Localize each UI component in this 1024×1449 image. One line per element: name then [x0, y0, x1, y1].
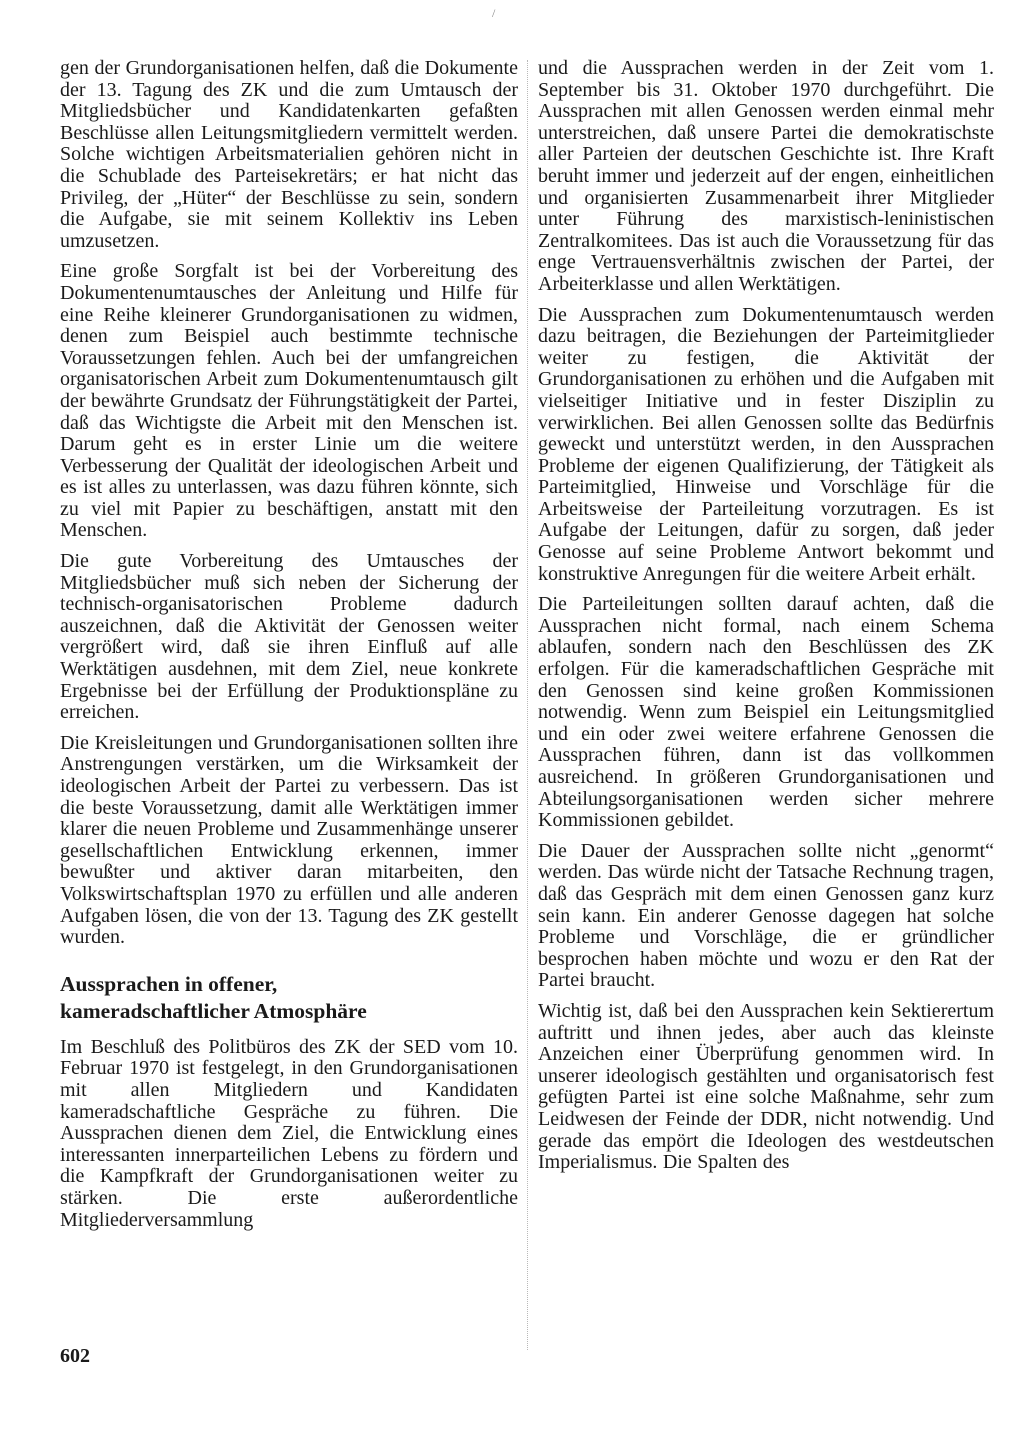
right-paragraph-3: Die Parteileitungen sollten darauf achten, daß die Aussprachen nicht formal, nach einem Schema ablaufen, sondern nach den Beschlüssen des ZK erfolgen. Für die kameradschaftlichen Gespräche mit den Genossen sind keine großen Kommissionen notwendig. Wenn zum Beispiel ein Leitungsmitglied und ein oder zwei weitere erfahrene Genossen die Aussprachen führen, dann ist das vollkommen ausreichend. In größeren Grundorganisationen und Abteilungsorganisationen werden sicher mehrere Kommissionen gebildet. — [538, 593, 994, 832]
left-paragraph-1: gen der Grundorganisationen helfen, daß die Dokumente der 13. Tagung des ZK und die zum Umtausch der Mitgliedsbücher und Kandidatenkarten gefaßten Beschlüsse allen Leitungsmitgliedern vermittelt werden. Solche wichtigen Arbeitsmaterialien gehören nicht in die Schublade des Parteisekretärs; er hat nicht das Privileg, der „Hüter“ der Beschlüsse zu sein, sondern die Aufgabe, sie mit seinem Kollektiv ins Leben umzusetzen. — [60, 57, 518, 252]
left-paragraph-3: Die gute Vorbereitung des Umtausches der Mitgliedsbücher muß sich neben der Sicherung der technisch-organisatorischen Probleme dadurch auszeichnen, daß die Aktivität der Genossen weiter vergrößert wird, daß sie ihren Einfluß auf alle Werktätigen ausdehnen, mit dem Ziel, neue konkrete Ergebnisse bei der Erfüllung der Produktionspläne zu erreichen. — [60, 550, 518, 724]
top-margin-mark: / — [492, 6, 496, 20]
left-paragraph-5: Im Beschluß des Politbüros des ZK der SED vom 10. Februar 1970 ist festgelegt, in den Grundorganisationen mit allen Mitgliedern und Kandidaten kameradschaftliche Gespräche zu führen. Die Aussprachen dienen dem Ziel, die Entwicklung eines interessanten innerparteilichen Lebens zu fördern und die Kampfkraft der Grundorganisationen weiter zu stärken. Die erste außerordentliche Mitgliederversammlung — [60, 1035, 518, 1231]
right-paragraph-5: Wichtig ist, daß bei den Aussprachen kein Sektierertum auftritt und ihnen jedes, aber auch das kleinste Anzeichen einer Überprüfung genommen wird. In unserer ideologisch gestählten und organisatorisch fest gefügten Partei ist eine solche Maßnahme, sehr zum Leidwesen der Feinde der DDR, nicht notwendig. Und gerade das empört die Ideologen des westdeutschen Imperialismus. Die Spalten des — [538, 999, 994, 1174]
section-heading-line-2: kameradschaftlicher Atmosphäre — [60, 998, 367, 1023]
right-column — [538, 58, 994, 1183]
right-paragraph-4: Die Dauer der Aussprachen sollte nicht „genormt“ werden. Das würde nicht der Tatsache Rechnung tragen, daß das Gespräch mit dem einen Genossen ganz kurz sein kann. Ein anderer Genosse dagegen hat solche Probleme und Vorschläge, die er gründlicher besprochen haben möchte und wozu er den Rat der Partei braucht. — [538, 839, 994, 992]
right-paragraph-2: Die Aussprachen zum Dokumentenumtausch werden dazu beitragen, die Beziehungen der Parteimitglieder weiter zu festigen, die Aktivität der Grundorganisationen zu erhöhen und die Aufgaben mit vielseitiger Initiative und in fester Disziplin zu verwirklichen. Bei allen Genossen sollte das Bedürfnis geweckt und unterstützt werden, in den Aussprachen Probleme der eigenen Qualifizierung, der Tätigkeit als Parteimitglied, Hinweise und Vorschläge für die Arbeitsweise der Parteileitung vorzutragen. Es ist Aufgabe der Leitungen, dafür zu sorgen, daß jeder Genosse auf seine Probleme Antwort bekommt und konstruktive Anregungen für die weitere Arbeit erhält. — [538, 303, 994, 585]
left-paragraph-2: Eine große Sorgfalt ist bei der Vorbereitung des Dokumentenumtausches der Anleitung und Hilfe für eine Reihe kleinerer Grundorganisationen zu widmen, denen zum Beispiel auch bestimmte technische Voraussetzungen fehlen. Auch bei der umfangreichen organisatorischen Arbeit zum Dokumentenumtausch gilt der bewährte Grundsatz der Führungstätigkeit der Partei, daß das Wichtigste die Arbeit mit den Menschen ist. Darum geht es in erster Linie um die weitere Verbesserung der Qualität der ideologischen Arbeit und es ist alles zu unterlassen, was dazu führen könnte, sich zu viel mit Papier zu beschäftigen, anstatt mit den Menschen. — [60, 260, 518, 542]
left-paragraph-4: Die Kreisleitungen und Grundorganisationen sollten ihre Anstrengungen verstärken, um die Wirksamkeit der ideologischen Arbeit der Partei zu verbessern. Das ist die beste Voraussetzung, damit alle Werktätigen immer klarer die neuen Probleme und Zusammenhänge unserer gesellschaftlichen Entwicklung erkennen, immer bewußter und aktiver daran mitarbeiten, den Volkswirtschaftsplan 1970 zu erfüllen und alle anderen Aufgaben lösen, die von der 13. Tagung des ZK gestellt wurden. — [60, 731, 518, 949]
page-number: 602 — [60, 1345, 90, 1367]
right-paragraph-1: und die Aussprachen werden in der Zeit vom 1. September bis 31. Oktober 1970 durchgeführt. Die Aussprachen mit allen Genossen werden einmal mehr unterstreichen, daß unsere Partei die demokratischste aller Parteien der deutschen Geschichte ist. Ihre Kraft beruht immer und jederzeit auf der engen, einheitlichen und organisierten Zusammenarbeit ihrer Mitglieder unter Führung des marxistisch-leninistischen Zentralkomitees. Das ist auch die Voraussetzung für das enge Vertrauensverhältnis zwischen der Partei, der Arbeiterklasse und allen Werktätigen. — [538, 57, 994, 295]
left-column — [60, 58, 518, 1240]
section-heading-line-1: Aussprachen in offener, — [60, 971, 278, 996]
section-heading — [60, 971, 518, 1025]
column-divider — [527, 60, 528, 1350]
